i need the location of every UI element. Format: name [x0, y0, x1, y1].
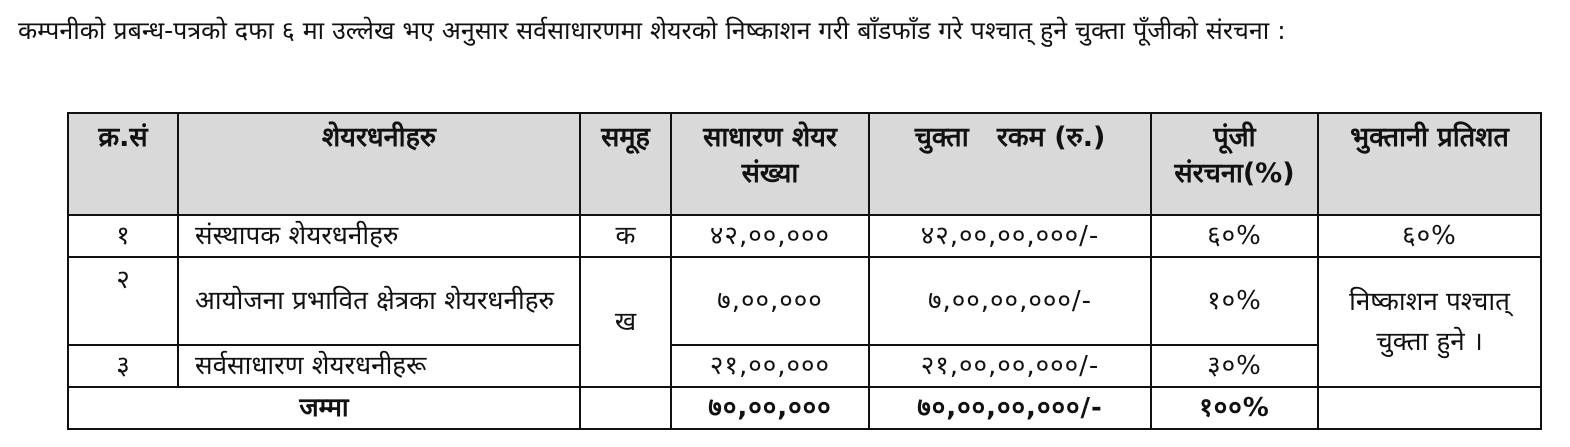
- total-row: [68, 387, 1541, 429]
- header-row: [68, 113, 1541, 215]
- row-serial: २: [68, 257, 178, 345]
- total-capital-structure: १००%: [1151, 387, 1318, 429]
- header-capital-structure: पूंजी संरचना(%): [1151, 113, 1318, 215]
- header-shareholders: शेयरधनीहरु: [178, 113, 580, 215]
- row-serial: ३: [68, 345, 178, 387]
- total-paid-percent: [1318, 387, 1541, 429]
- intro-paragraph: कम्पनीको प्रबन्ध-पत्रको दफा ६ मा उल्लेख भए अनुसार सर्वसाधारणमा शेयरको निष्काशन गरी बाँडफाँड गरे पश्चात् हुने चुक्ता पूँजीको संरचना :: [18, 16, 1286, 45]
- row-amount: २१,००,००,०००/-: [869, 345, 1151, 387]
- row-serial: १: [68, 215, 178, 257]
- row-paid-percent-note: निष्काशन पश्चात् चुक्ता हुने ।: [1318, 257, 1541, 387]
- header-serial: क्र.सं: [68, 113, 178, 215]
- table-header: [68, 113, 1541, 215]
- row-capital-structure: ३०%: [1151, 345, 1318, 387]
- row-group: ख: [580, 257, 671, 387]
- header-group: समूह: [580, 113, 671, 215]
- header-amount: चुक्ता रकम (रु.): [869, 113, 1151, 215]
- total-group: [580, 387, 671, 429]
- total-amount: ७०,००,००,०००/-: [869, 387, 1151, 429]
- row-shares: ४२,००,०००: [671, 215, 869, 257]
- row-group: क: [580, 215, 671, 257]
- table-body: [68, 215, 1541, 429]
- row-amount: ७,००,००,०००/-: [869, 257, 1151, 345]
- row-amount: ४२,००,००,०००/-: [869, 215, 1151, 257]
- total-shares: ७०,००,०००: [671, 387, 869, 429]
- row-paid-percent: ६०%: [1318, 215, 1541, 257]
- table-row: [68, 215, 1541, 257]
- capital-structure-table: [67, 112, 1542, 430]
- row-capital-structure: १०%: [1151, 257, 1318, 345]
- row-shareholders: संस्थापक शेयरधनीहरु: [178, 215, 580, 257]
- table-row: [68, 257, 1541, 345]
- row-shareholders: आयोजना प्रभावित क्षेत्रका शेयरधनीहरु: [178, 257, 580, 345]
- total-label: जम्मा: [68, 387, 580, 429]
- header-paid-percent: भुक्तानी प्रतिशत: [1318, 113, 1541, 215]
- row-shareholders: सर्वसाधारण शेयरधनीहरू: [178, 345, 580, 387]
- header-shares: साधारण शेयर संख्या: [671, 113, 869, 215]
- row-capital-structure: ६०%: [1151, 215, 1318, 257]
- row-shares: ७,००,०००: [671, 257, 869, 345]
- row-shares: २१,००,०००: [671, 345, 869, 387]
